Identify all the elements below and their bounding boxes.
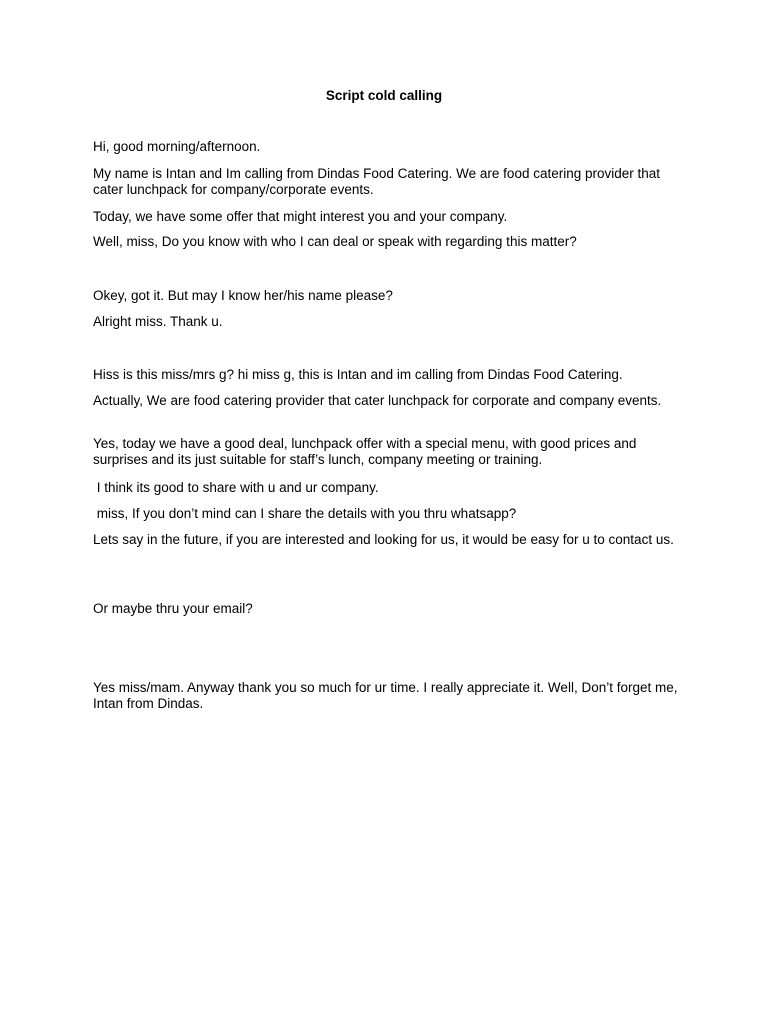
paragraph-ask-name: Okey, got it. But may I know her/his name please?: [93, 288, 393, 303]
document-title: Script cold calling: [325, 88, 443, 103]
paragraph-share: I think its good to share with u and ur company.: [93, 480, 379, 495]
paragraph-future-contact: Lets say in the future, if you are interested and looking for us, it would be easy for u to contact us.: [93, 532, 674, 547]
paragraph-introduction: My name is Intan and Im calling from Dindas Food Catering. We are food catering provider that cater lunchpack for company/corporate events.: [93, 166, 664, 197]
paragraph-provider-description: Actually, We are food catering provider that cater lunchpack for corporate and company events.: [93, 393, 662, 408]
paragraph-greeting: Hi, good morning/afternoon.: [93, 139, 261, 154]
paragraph-contact-question: Well, miss, Do you know with who I can deal or speak with regarding this matter?: [93, 234, 577, 249]
paragraph-closing: Yes miss/mam. Anyway thank you so much for ur time. I really appreciate it. Well, Don’t forget me, Intan from Dindas.: [93, 680, 682, 711]
paragraph-whatsapp: miss, If you don’t mind can I share the details with you thru whatsapp?: [93, 506, 517, 521]
paragraph-thanks: Alright miss. Thank u.: [93, 314, 223, 329]
paragraph-offer: Today, we have some offer that might interest you and your company.: [93, 209, 508, 224]
paragraph-deal: Yes, today we have a good deal, lunchpack offer with a special menu, with good prices and surprises and its just suitable for staff’s lunch, company meeting or training.: [93, 436, 641, 467]
paragraph-email: Or maybe thru your email?: [93, 601, 253, 616]
paragraph-second-call-intro: Hiss is this miss/mrs g? hi miss g, this is Intan and im calling from Dindas Food Catering.: [93, 367, 623, 382]
